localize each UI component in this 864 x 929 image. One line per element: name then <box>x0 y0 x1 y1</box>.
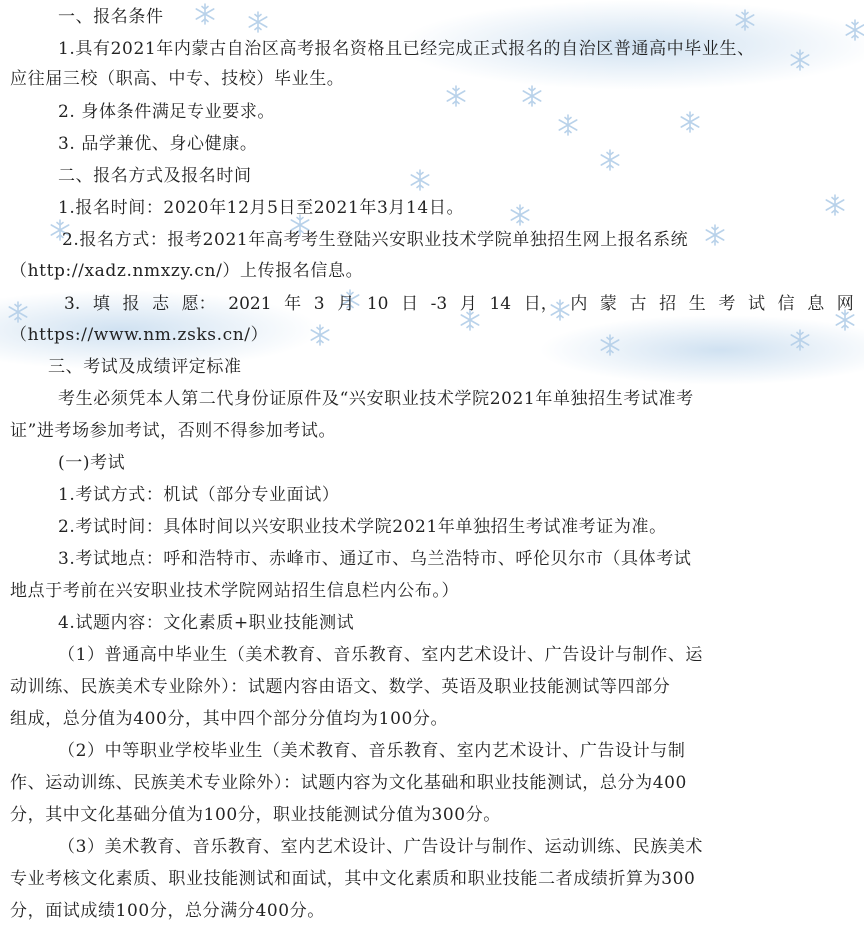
text-token: 志 <box>152 294 170 314</box>
paragraph-line: （1）普通高中毕业生（美术教育、音乐教育、室内艺术设计、广告设计与制作、运 <box>58 645 704 665</box>
text-token: 3 <box>313 294 325 314</box>
paragraph-line: 1.报名时间：2020年12月5日至2021年3月14日。 <box>58 198 465 218</box>
paragraph-line: 动训练、民族美术专业除外）：试题内容由语文、数学、英语及职业技能测试等四部分 <box>10 677 671 697</box>
paragraph-line: 1.具有2021年内蒙古自治区高考报名资格且已经完成正式报名的自治区普通高中毕业生、 <box>58 39 755 59</box>
text-token: 信 <box>777 294 795 314</box>
paragraph-line: 2.考试时间：具体时间以兴安职业技术学院2021年单独招生考试准考证为准。 <box>58 517 667 537</box>
text-token: 填 <box>92 294 110 314</box>
text-token: 月 <box>337 294 355 314</box>
paragraph-line: （2）中等职业学校毕业生（美术教育、音乐教育、室内艺术设计、广告设计与制 <box>58 741 686 761</box>
paragraph-line: 4.试题内容：文化素质+职业技能测试 <box>58 613 355 633</box>
paragraph-line: 组成，总分值为400分，其中四个部分分值均为100分。 <box>10 709 449 729</box>
paragraph-line: 专业考核文化素质、职业技能测试和面试，其中文化素质和职业技能二者成绩折算为300 <box>10 869 696 889</box>
text-token: 息 <box>807 294 825 314</box>
heading-exam-and-scoring: 三、考试及成绩评定标准 <box>48 357 242 377</box>
paragraph-line: 作、运动训练、民族美术专业除外）：试题内容为文化基础和职业技能测试，总分为400 <box>10 773 687 793</box>
paragraph-line: 2. 身体条件满足专业要求。 <box>58 102 276 122</box>
paragraph-line: 1.考试方式：机试（部分专业面试） <box>58 485 340 505</box>
paragraph-line: 地点于考前在兴安职业技术学院网站招生信息栏内公布。） <box>10 581 460 601</box>
paragraph-line: 考生必须凭本人第二代身份证原件及“兴安职业技术学院2021年单独招生考试准考 <box>58 389 694 409</box>
text-token: 考 <box>718 294 736 314</box>
paragraph-line: 证”进考场参加考试，否则不得参加考试。 <box>10 421 337 441</box>
text-token: -3 <box>430 294 448 314</box>
text-token: 报 <box>122 294 140 314</box>
heading-registration-method: 二、报名方式及报名时间 <box>58 166 252 186</box>
paragraph-line: 应往届三校（职高、中专、技校）毕业生。 <box>10 69 345 89</box>
paragraph-line: 分，面试成绩100分，总分满分400分。 <box>10 901 325 921</box>
justified-fill-in-line <box>64 289 854 319</box>
paragraph-line: （3）美术教育、音乐教育、室内艺术设计、广告设计与制作、运动训练、民族美术 <box>58 837 704 857</box>
text-token: 蒙 <box>599 294 617 314</box>
text-token: 生 <box>688 294 706 314</box>
paragraph-line: （https://www.nm.zsks.cn/） <box>10 325 269 345</box>
paragraph-line: 分，其中文化基础分值为100分，职业技能测试分值为300分。 <box>10 805 501 825</box>
text-token: 日， <box>523 294 558 314</box>
heading-exam: (一)考试 <box>58 453 126 473</box>
text-token: 内 <box>570 294 588 314</box>
text-token: 14 <box>489 294 512 314</box>
paragraph-line: 2.报名方式：报考2021年高考考生登陆兴安职业技术学院单独招生网上报名系统 <box>62 230 689 250</box>
text-token: 网 <box>836 294 854 314</box>
text-token: 年 <box>284 294 302 314</box>
text-token: 月 <box>459 294 477 314</box>
text-token: 2021 <box>228 294 272 314</box>
text-token: 古 <box>629 294 647 314</box>
text-token: 愿： <box>181 294 216 314</box>
text-token: 10 <box>366 294 389 314</box>
text-token: 招 <box>659 294 677 314</box>
heading-registration-conditions: 一、报名条件 <box>58 7 164 27</box>
text-token: 3. <box>64 294 81 314</box>
text-token: 日 <box>401 294 419 314</box>
paragraph-line: （http://xadz.nmxzy.cn/）上传报名信息。 <box>10 261 364 281</box>
paragraph-line: 3.考试地点：呼和浩特市、赤峰市、通辽市、乌兰浩特市、呼伦贝尔市（具体考试 <box>58 549 692 569</box>
text-token: 试 <box>747 294 765 314</box>
paragraph-line: 3. 品学兼优、身心健康。 <box>58 134 258 154</box>
